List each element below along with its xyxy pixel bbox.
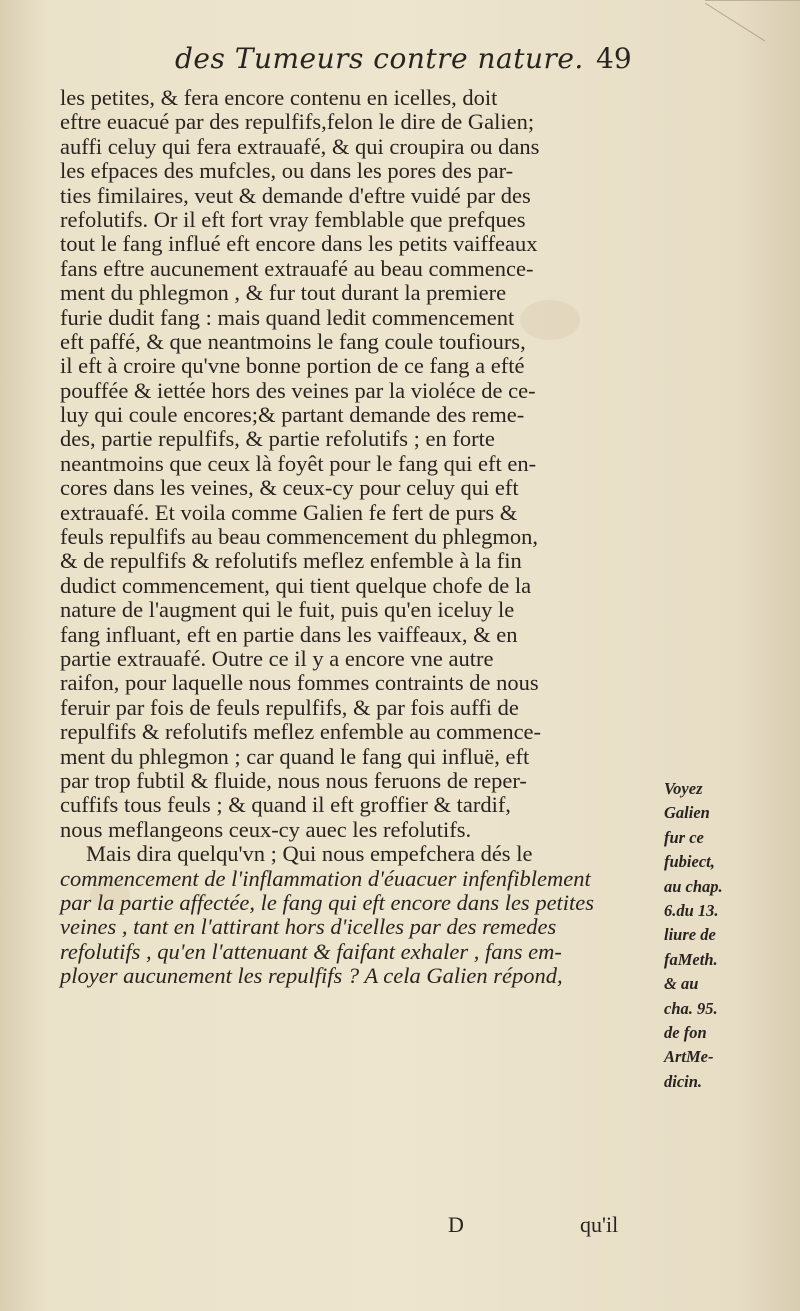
margin-note-line: cha. 95. bbox=[664, 998, 718, 1018]
text-line: extrauafé. Et voila comme Galien fe fert de purs & bbox=[60, 499, 518, 525]
text-line: & de repulfifs & refolutifs meflez enfemble à la fin bbox=[60, 548, 522, 574]
text-line: nature de l'augment qui le fuit, puis qu'en iceluy le bbox=[60, 597, 515, 623]
text-line: par trop fubtil & fluide, nous nous feruons de reper- bbox=[60, 767, 527, 793]
text-line: feuls repulfifs au beau commencement du phlegmon, bbox=[60, 524, 538, 550]
text-line: cuffifs tous feuls ; & quand il eft groffier & tardif, bbox=[60, 792, 511, 818]
margin-note-line: au chap. bbox=[664, 876, 723, 896]
text-line: eft paffé, & que neantmoins le fang coule toufiours, bbox=[60, 328, 526, 354]
text-line-italic: veines , tant en l'attirant hors d'icelles par des remedes bbox=[60, 914, 557, 940]
margin-note-line: Voyez bbox=[664, 779, 703, 798]
text-line: les efpaces des mufcles, ou dans les pores des par- bbox=[60, 158, 514, 184]
text-line: raifon, pour laquelle nous fommes contraints de nous bbox=[60, 670, 539, 696]
text-line: ment du phlegmon ; car quand le fang qui influë, eft bbox=[60, 743, 530, 769]
catchword: qu'il bbox=[580, 1212, 619, 1237]
margin-note-line: fur ce bbox=[664, 827, 704, 847]
text-line: auffi celuy qui fera extrauafé, & qui croupira ou dans bbox=[60, 133, 540, 159]
running-title: des Tumeurs contre nature. bbox=[175, 42, 584, 75]
text-line: luy qui coule encores;& partant demande des reme- bbox=[60, 402, 525, 428]
text-line-italic: par la partie affectée, le fang qui eft encore dans les petites bbox=[60, 889, 595, 915]
text-line: dudict commencement, qui tient quelque chofe de la bbox=[60, 572, 532, 598]
margin-note-line: faMeth. bbox=[664, 949, 718, 969]
margin-note-line: de fon bbox=[664, 1022, 707, 1042]
text-line: neantmoins que ceux là foyêt pour le fang qui eft en- bbox=[60, 450, 537, 476]
margin-note-line: & au bbox=[664, 974, 699, 994]
margin-note-line: 6.du 13. bbox=[664, 900, 719, 920]
text-line: il eft à croire qu'vne bonne portion de ce fang a efté bbox=[60, 353, 525, 379]
text-line-italic: commencement de l'inflammation d'éuacuer infenfiblement bbox=[60, 865, 591, 891]
text-line: fang influant, eft en partie dans les vaiffeaux, & en bbox=[60, 621, 518, 647]
text-line: ment du phlegmon , & fur tout durant la premiere bbox=[60, 280, 507, 306]
margin-note-line: Galien bbox=[664, 803, 710, 823]
text-line: feruir par fois de feuls repulfifs, & par fois auffi de bbox=[60, 694, 519, 720]
text-line: pouffée & iettée hors des veines par la violéce de ce- bbox=[60, 377, 536, 403]
page-header bbox=[0, 42, 800, 82]
text-line: ties fimilaires, veut & demande d'eftre vuidé par des bbox=[60, 182, 531, 208]
text-line: eftre euacué par des repulfifs,felon le dire de Galien; bbox=[60, 109, 535, 135]
text-line-italic: ployer aucunement les repulfifs ? A cela Galien répond, bbox=[60, 963, 563, 989]
margin-note bbox=[664, 777, 744, 1094]
text-line: fans eftre aucunement extrauafé au beau commence- bbox=[60, 255, 534, 281]
margin-note-line: dicin. bbox=[664, 1071, 703, 1091]
text-line: furie dudit fang : mais quand ledit commencement bbox=[60, 304, 515, 330]
page-footer bbox=[0, 1212, 800, 1244]
text-line: Mais dira quelqu'vn ; Qui nous empefchera dés le bbox=[86, 841, 533, 867]
text-line: les petites, & fera encore contenu en icelles, doit bbox=[60, 85, 498, 110]
margin-note-line: fubiect, bbox=[664, 852, 715, 872]
margin-note-line: liure de bbox=[664, 925, 716, 945]
text-line: cores dans les veines, & ceux-cy pour celuy qui eft bbox=[60, 475, 519, 501]
signature-mark: D bbox=[448, 1212, 464, 1237]
text-line-italic: refolutifs , qu'en l'attenuant & faifant exhaler , fans em- bbox=[60, 938, 562, 964]
text-line: repulfifs & refolutifs meflez enfemble au commence- bbox=[60, 719, 542, 745]
text-line: partie extrauafé. Outre ce il y a encore vne autre bbox=[60, 645, 494, 671]
body-text bbox=[60, 86, 640, 988]
page-number: 49 bbox=[596, 42, 632, 75]
text-line: refolutifs. Or il eft fort vray femblable que prefques bbox=[60, 206, 526, 232]
text-line: nous meflangeons ceux-cy auec les refolutifs. bbox=[60, 816, 472, 842]
margin-note-line: ArtMe- bbox=[664, 1047, 714, 1067]
text-line: des, partie repulfifs, & partie refolutifs ; en forte bbox=[60, 426, 495, 452]
text-line: tout le fang influé eft encore dans les petits vaiffeaux bbox=[60, 231, 538, 257]
